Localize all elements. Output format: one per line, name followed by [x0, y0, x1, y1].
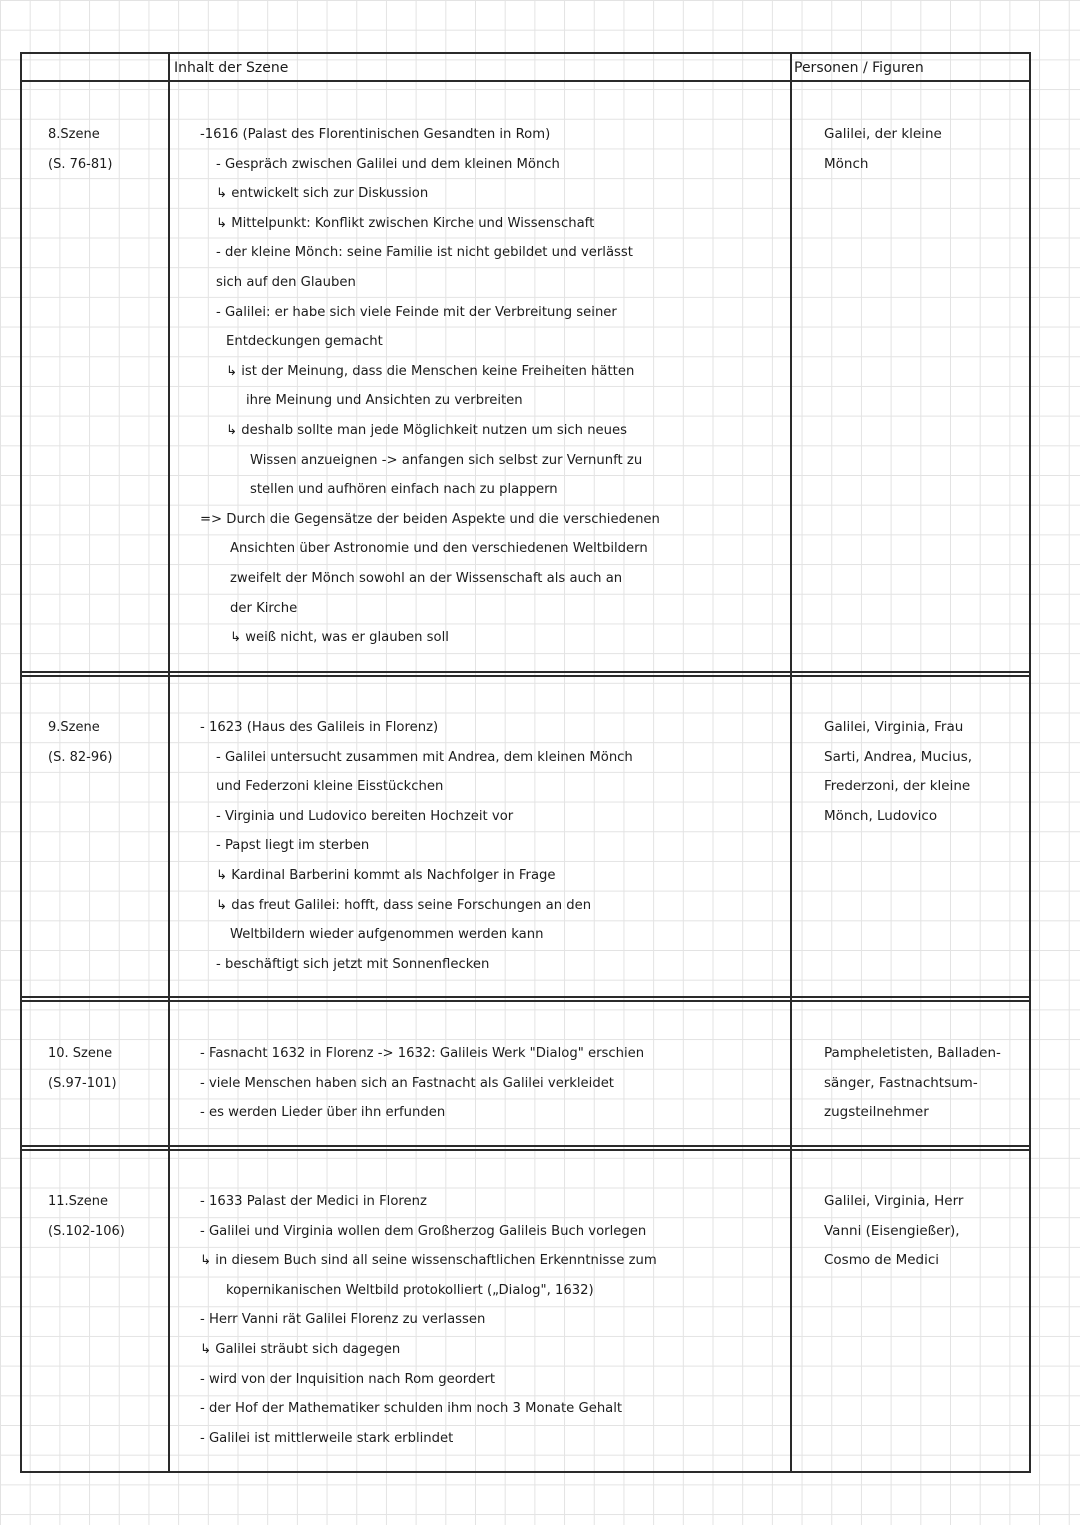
header-bottom-border [20, 80, 1031, 82]
persons-line: Cosmo de Medici [824, 1252, 940, 1269]
persons-line: Sarti, Andrea, Mucius, [824, 748, 973, 765]
content-line: - der Hof der Mathematiker schulden ihm noch 3 Monate Gehalt [200, 1401, 623, 1417]
content-line: - Galilei: er habe sich viele Feinde mit der Verbreitung seiner [216, 304, 617, 320]
scene-8-content [200, 120, 788, 653]
scene-9-persons [824, 713, 1024, 831]
table-top-border [20, 52, 1031, 54]
scene-title: 9.Szene [48, 720, 100, 735]
row-divider [20, 1145, 1031, 1147]
scene-9-content [200, 713, 788, 979]
scene-10-persons [824, 1039, 1024, 1128]
scene-10-label [48, 1039, 117, 1098]
scene-8-persons [824, 120, 1024, 179]
scene-11-persons [824, 1187, 1024, 1276]
content-line: - 1623 (Haus des Galileis in Florenz) [200, 720, 439, 735]
row-divider [20, 1000, 1031, 1002]
persons-column-header: Personen / Figuren [794, 60, 924, 76]
content-line: ↳ Mittelpunkt: Konflikt zwischen Kirche und Wissenschaft [216, 215, 595, 231]
content-line: - Papst liegt im sterben [216, 838, 370, 854]
content-line: Weltbildern wieder aufgenommen werden kann [230, 927, 544, 943]
content-line: der Kirche [230, 600, 298, 616]
scene-10-content [200, 1039, 788, 1128]
content-line: ihre Meinung und Ansichten zu verbreiten [246, 393, 523, 409]
persons-line: Galilei, Virginia, Frau [824, 719, 964, 735]
persons-line: Galilei, der kleine [824, 126, 942, 142]
content-line: - Galilei und Virginia wollen dem Großherzog Galileis Buch vorlegen [200, 1223, 647, 1239]
content-line: kopernikanischen Weltbild protokolliert („Dialog", 1632) [226, 1282, 594, 1298]
persons-line: Pampheletisten, Balladen- [824, 1045, 1001, 1061]
column-divider [168, 52, 170, 1473]
content-line: ↳ weiß nicht, was er glauben soll [230, 630, 449, 646]
scene-pages: (S.102-106) [48, 1223, 125, 1239]
persons-line: Vanni (Eisengießer), [824, 1222, 960, 1239]
content-line: ↳ das freut Galilei: hofft, dass seine Forschungen an den [216, 897, 592, 913]
persons-line: zugsteilnehmer [824, 1104, 929, 1121]
scene-11-content [200, 1187, 788, 1453]
scene-pages: (S. 76-81) [48, 156, 113, 172]
content-line: sich auf den Glauben [216, 274, 356, 290]
content-line: - Herr Vanni rät Galilei Florenz zu verlassen [200, 1312, 486, 1328]
table-left-border [20, 52, 22, 1473]
table-bottom-border [20, 1471, 1031, 1473]
content-line: - es werden Lieder über ihn erfunden [200, 1105, 446, 1121]
row-divider [20, 1149, 1031, 1151]
content-line: - beschäftigt sich jetzt mit Sonnenflecken [216, 956, 490, 972]
content-line: - viele Menschen haben sich an Fastnacht als Galilei verkleidet [200, 1075, 614, 1091]
content-line: ↳ in diesem Buch sind all seine wissenschaftlichen Erkenntnisse zum [200, 1253, 657, 1269]
persons-line: Mönch [824, 155, 869, 172]
row-divider [20, 996, 1031, 998]
content-line: - Virginia und Ludovico bereiten Hochzeit vor [216, 808, 514, 824]
content-line: Entdeckungen gemacht [226, 334, 383, 350]
content-line: Ansichten über Astronomie und den verschiedenen Weltbildern [230, 541, 648, 557]
content-line: ↳ deshalb sollte man jede Möglichkeit nutzen um sich neues [226, 422, 628, 438]
content-line: ↳ ist der Meinung, dass die Menschen keine Freiheiten hätten [226, 363, 635, 379]
content-line: zweifelt der Mönch sowohl an der Wissenschaft als auch an [230, 570, 623, 586]
content-line: ↳ entwickelt sich zur Diskussion [216, 186, 429, 202]
row-divider [20, 671, 1031, 673]
scene-9-label [48, 713, 112, 772]
content-line: Wissen anzueignen -> anfangen sich selbst zur Vernunft zu [250, 452, 643, 468]
content-line: stellen und aufhören einfach nach zu plappern [250, 482, 558, 498]
scene-title: 8.Szene [48, 127, 100, 142]
content-line: -1616 (Palast des Florentinischen Gesandten in Rom) [200, 127, 551, 142]
persons-line: Galilei, Virginia, Herr [824, 1193, 964, 1209]
scene-title: 10. Szene [48, 1046, 113, 1061]
scene-pages: (S. 82-96) [48, 749, 113, 765]
row-divider [20, 675, 1031, 677]
content-column-header: Inhalt der Szene [174, 60, 289, 76]
content-line: und Federzoni kleine Eisstückchen [216, 779, 444, 795]
content-line: - wird von der Inquisition nach Rom geordert [200, 1371, 496, 1387]
content-line: ↳ Galilei sträubt sich dagegen [200, 1341, 401, 1357]
scene-8-label [48, 120, 112, 179]
table-right-border [1029, 52, 1031, 1473]
content-line: - Galilei ist mittlerweile stark erblindet [200, 1430, 454, 1446]
persons-line: sänger, Fastnachtsum- [824, 1074, 978, 1091]
content-line: - der kleine Mönch: seine Familie ist nicht gebildet und verlässt [216, 245, 633, 261]
content-line: - 1633 Palast der Medici in Florenz [200, 1194, 427, 1209]
persons-line: Frederzoni, der kleine [824, 778, 971, 795]
column-divider [790, 52, 792, 1473]
scene-11-label [48, 1187, 125, 1246]
content-line: - Gespräch zwischen Galilei und dem kleinen Mönch [216, 156, 560, 172]
content-line: ↳ Kardinal Barberini kommt als Nachfolger in Frage [216, 867, 556, 883]
content-line: => Durch die Gegensätze der beiden Aspekte und die verschiedenen [200, 511, 660, 527]
scene-pages: (S.97-101) [48, 1075, 117, 1091]
persons-line: Mönch, Ludovico [824, 807, 938, 824]
content-line: - Fasnacht 1632 in Florenz -> 1632: Galileis Werk "Dialog" erschien [200, 1046, 645, 1061]
scene-title: 11.Szene [48, 1194, 108, 1209]
content-line: - Galilei untersucht zusammen mit Andrea, dem kleinen Mönch [216, 749, 633, 765]
